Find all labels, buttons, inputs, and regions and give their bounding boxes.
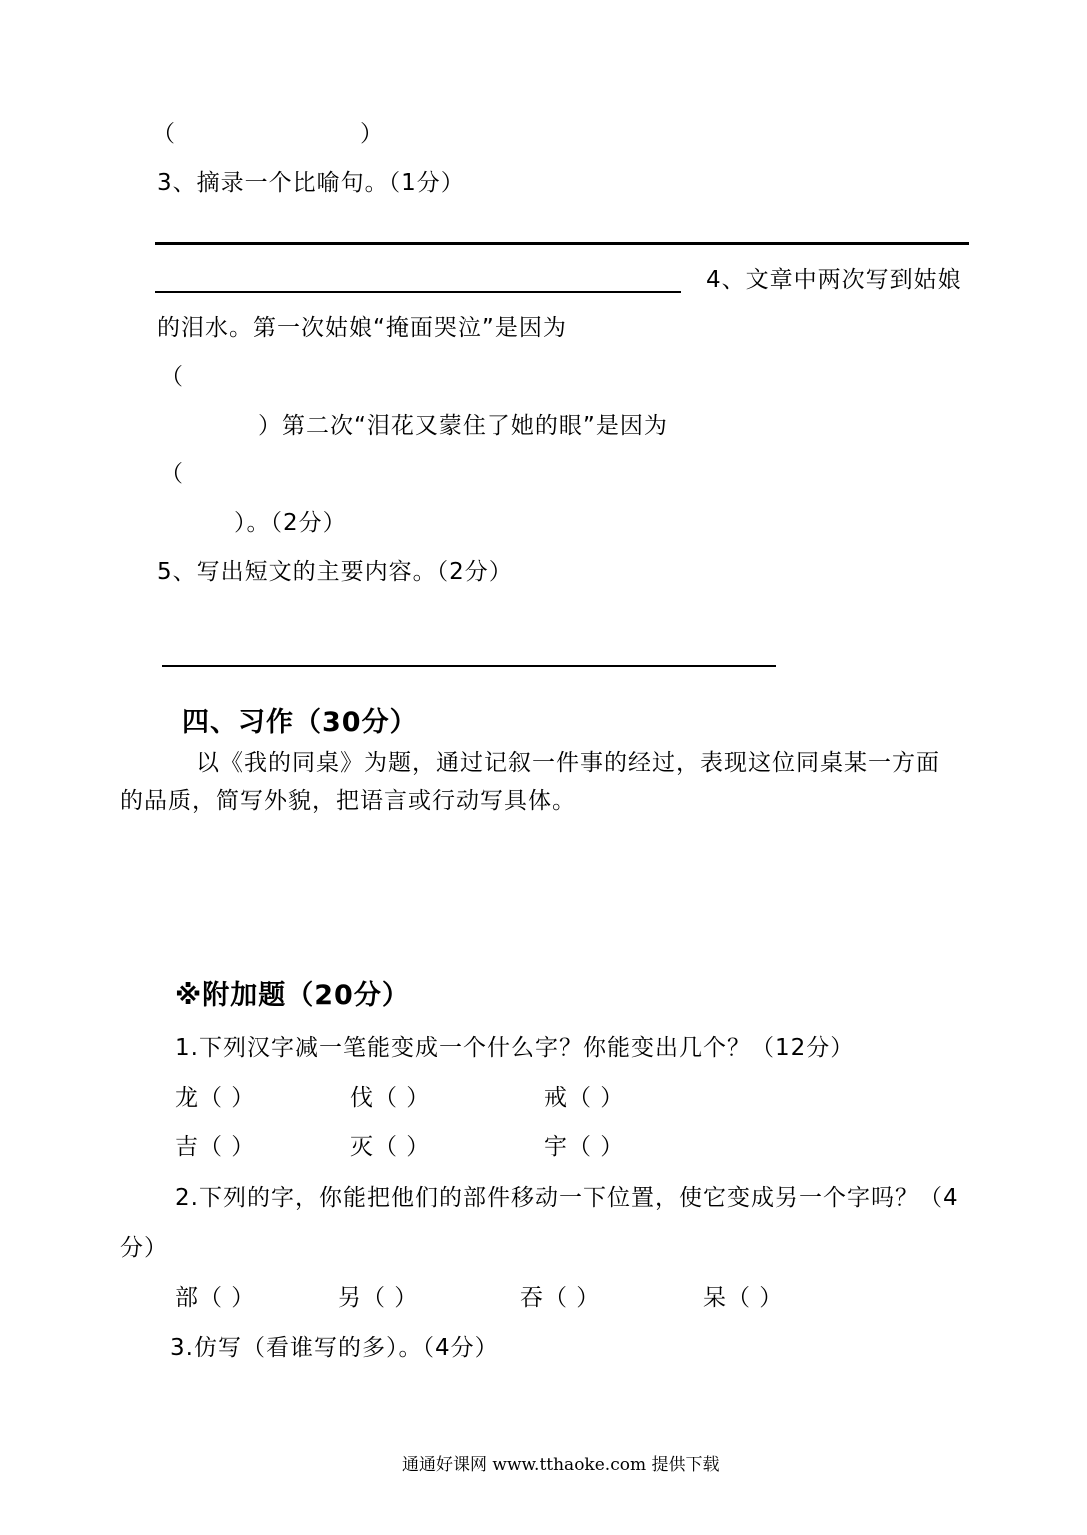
question-4-text: 的泪水。第一次姑娘“掩面哭泣”是因为 <box>157 315 567 341</box>
open-paren: （ <box>160 364 184 390</box>
char-item: 灭（ ） <box>350 1134 431 1160</box>
bonus-question-2: 2.下列的字，你能把他们的部件移动一下位置，使它变成另一个字吗？（4 <box>175 1185 959 1211</box>
bonus-question-2-cont: 分） <box>120 1235 168 1261</box>
answer-line <box>155 291 681 293</box>
question-3-prompt: 3、摘录一个比喻句。（1分） <box>157 170 465 196</box>
bonus-question-3: 3.仿写（看谁写的多）。（4分） <box>170 1335 499 1361</box>
bonus-question-1: 1.下列汉字减一笔能变成一个什么字？你能变出几个？（12分） <box>175 1035 855 1061</box>
question-5-prompt: 5、写出短文的主要内容。（2分） <box>157 559 513 585</box>
answer-line <box>162 665 776 667</box>
bonus-title: ※附加题（20分） <box>175 980 410 1011</box>
char-item: 吞（ ） <box>520 1285 601 1311</box>
char-item: 宇（ ） <box>544 1134 625 1160</box>
char-item: 戒（ ） <box>544 1085 625 1111</box>
open-paren: （ <box>160 461 184 487</box>
section-4-paragraph: 以《我的同桌》为题，通过记叙一件事的经过，表现这位同桌某一方面 <box>196 750 940 776</box>
question-4-prompt: 4、文章中两次写到姑娘 <box>706 267 962 293</box>
question-4-second: ）第二次“泪花又蒙住了她的眼”是因为 <box>258 413 668 439</box>
char-item: 部（ ） <box>175 1285 256 1311</box>
open-paren: （ <box>152 121 176 147</box>
char-item: 吉（ ） <box>175 1134 256 1160</box>
footer-credit: 通通好课网 www.tthaoke.com 提供下载 <box>402 1455 720 1475</box>
question-4-end: ）。（2分） <box>234 510 347 536</box>
section-4-title: 四、习作（30分） <box>182 707 418 738</box>
char-item: 呆（ ） <box>703 1285 784 1311</box>
char-item: 龙（ ） <box>175 1085 256 1111</box>
close-paren: ） <box>360 121 384 147</box>
char-item: 伐（ ） <box>350 1085 431 1111</box>
answer-line <box>155 242 969 245</box>
char-item: 另（ ） <box>338 1285 419 1311</box>
section-4-paragraph: 的品质，简写外貌，把语言或行动写具体。 <box>120 788 576 814</box>
